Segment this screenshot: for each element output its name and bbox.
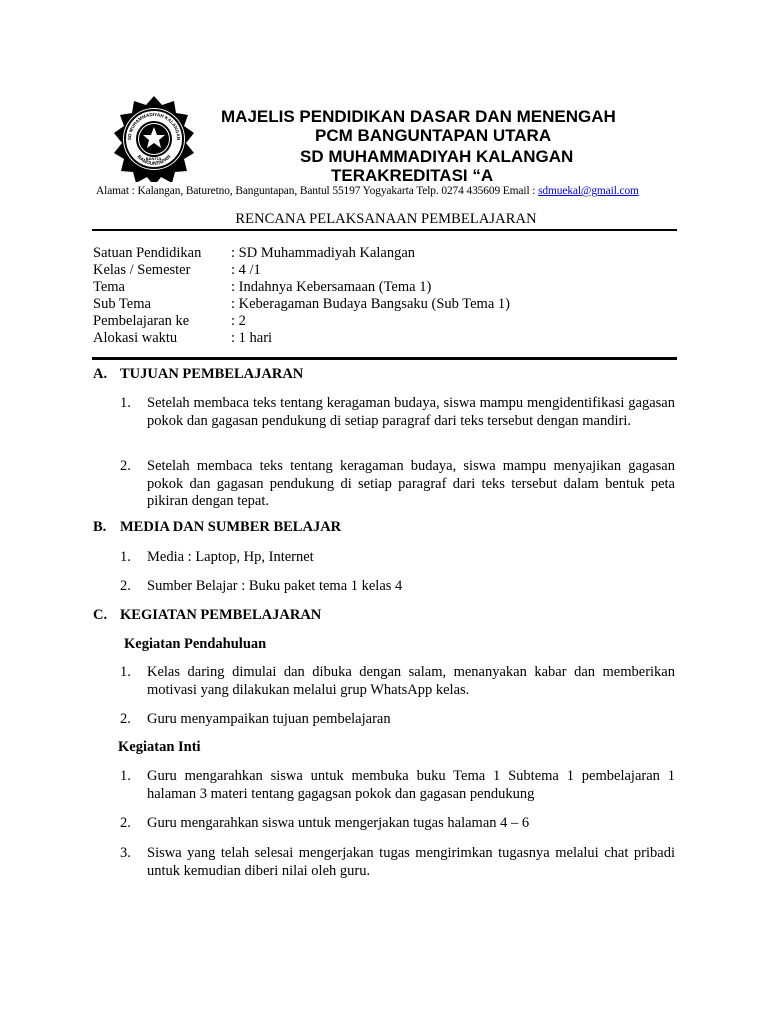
list-item bbox=[120, 458, 675, 511]
section-letter: C. bbox=[93, 607, 108, 623]
list-item bbox=[120, 664, 675, 699]
identity-value: : 1 hari bbox=[231, 330, 273, 346]
item-text: Sumber Belajar : Buku paket tema 1 kelas 4 bbox=[147, 578, 403, 594]
identity-row bbox=[93, 245, 510, 262]
logo-center-text: BANTUL bbox=[145, 156, 163, 161]
list-item bbox=[120, 815, 675, 833]
item-number: 1. bbox=[120, 768, 131, 784]
item-number: 2. bbox=[120, 711, 131, 727]
identity-row bbox=[93, 279, 510, 296]
header-line-2: PCM BANGUNTAPAN UTARA bbox=[315, 126, 552, 145]
logo-ring-bottom-text: BANGUNTAPAN bbox=[135, 154, 173, 168]
identity-table bbox=[93, 245, 510, 347]
email-link[interactable]: sdmuekal@gmail.com bbox=[538, 185, 639, 197]
identity-row bbox=[93, 296, 510, 313]
identity-value: : 2 bbox=[231, 313, 246, 329]
list-item bbox=[120, 768, 675, 803]
identity-divider bbox=[92, 357, 677, 360]
item-number: 1. bbox=[120, 395, 131, 411]
identity-label: Satuan Pendidikan bbox=[93, 245, 202, 261]
school-address bbox=[96, 185, 639, 197]
header-line-3: SD MUHAMMADIYAH KALANGAN bbox=[300, 147, 574, 166]
item-text: Siswa yang telah selesai mengerjakan tugas mengirimkan tugasnya melalui chat pribadi untuk kemudian diberi nilai oleh guru. bbox=[147, 845, 675, 879]
identity-row bbox=[93, 262, 510, 279]
identity-label: Kelas / Semester bbox=[93, 262, 191, 278]
section-a-heading bbox=[93, 366, 303, 383]
identity-value: : 4 /1 bbox=[231, 262, 261, 278]
logo-ring-top-text: SD MUHAMMADIYAH KALANGAN bbox=[126, 111, 182, 141]
identity-row bbox=[93, 330, 510, 347]
header-line-1: MAJELIS PENDIDIKAN DASAR DAN MENENGAH bbox=[221, 107, 616, 126]
item-text: Setelah membaca teks tentang keragaman budaya, siswa mampu mengidentifikasi gagasan pokok dan gagasan pendukung di setiap paragraf dari teks tersebut dengan mandiri. bbox=[147, 395, 675, 429]
identity-label: Pembelajaran ke bbox=[93, 313, 190, 329]
section-letter: B. bbox=[93, 519, 107, 535]
section-c-heading bbox=[93, 607, 321, 624]
list-item bbox=[120, 549, 675, 567]
identity-label: Alokasi waktu bbox=[93, 330, 178, 346]
section-b-heading bbox=[93, 519, 341, 536]
list-item bbox=[120, 395, 675, 430]
list-item bbox=[120, 578, 675, 596]
item-number: 1. bbox=[120, 549, 131, 565]
section-title: MEDIA DAN SUMBER BELAJAR bbox=[120, 519, 342, 535]
list-item bbox=[120, 845, 675, 880]
subsection-pendahuluan-title: Kegiatan Pendahuluan bbox=[124, 636, 267, 652]
list-item bbox=[120, 711, 675, 729]
address-text: Alamat : Kalangan, Baturetno, Banguntapan, Bantul 55197 Yogyakarta Telp. 0274 435609 Email : bbox=[96, 185, 539, 197]
identity-value: : SD Muhammadiyah Kalangan bbox=[231, 245, 416, 261]
item-text: Guru mengarahkan siswa untuk membuka buku Tema 1 Subtema 1 pembelajaran 1 halaman 3 materi tentang gagagsan pokok dan gagasan pendukung bbox=[147, 768, 675, 802]
item-number: 1. bbox=[120, 664, 131, 680]
item-text: Guru mengarahkan siswa untuk mengerjakan tugas halaman 4 – 6 bbox=[147, 815, 530, 831]
identity-label: Tema bbox=[93, 279, 125, 295]
item-number: 3. bbox=[120, 845, 131, 861]
item-number: 2. bbox=[120, 815, 131, 831]
item-text: Kelas daring dimulai dan dibuka dengan salam, menanyakan kabar dan memberikan motivasi yang dilakukan melalui grup WhatsApp kelas. bbox=[147, 664, 675, 698]
identity-row bbox=[93, 313, 510, 330]
item-number: 2. bbox=[120, 458, 131, 474]
section-letter: A. bbox=[93, 366, 108, 382]
header-line-4: TERAKREDITASI “A bbox=[331, 166, 494, 185]
identity-value: : Keberagaman Budaya Bangsaku (Sub Tema 1) bbox=[231, 296, 510, 312]
item-text: Guru menyampaikan tujuan pembelajaran bbox=[147, 711, 391, 727]
item-text: Media : Laptop, Hp, Internet bbox=[147, 549, 314, 565]
section-title: TUJUAN PEMBELAJARAN bbox=[120, 366, 304, 382]
identity-label: Sub Tema bbox=[93, 296, 151, 312]
document-title: RENCANA PELAKSANAAN PEMBELAJARAN bbox=[235, 211, 537, 227]
section-title: KEGIATAN PEMBELAJARAN bbox=[120, 607, 322, 623]
identity-value: : Indahnya Kebersamaan (Tema 1) bbox=[231, 279, 432, 295]
subsection-inti-title: Kegiatan Inti bbox=[118, 739, 201, 755]
item-text: Setelah membaca teks tentang keragaman budaya, siswa mampu menyajikan gagasan pokok dan gagasan pendukung di setiap paragraf dari teks tersebut dalam bentuk peta pikiran dengan tepat. bbox=[147, 458, 675, 509]
title-divider bbox=[92, 229, 677, 231]
school-logo bbox=[92, 96, 216, 182]
item-number: 2. bbox=[120, 578, 131, 594]
